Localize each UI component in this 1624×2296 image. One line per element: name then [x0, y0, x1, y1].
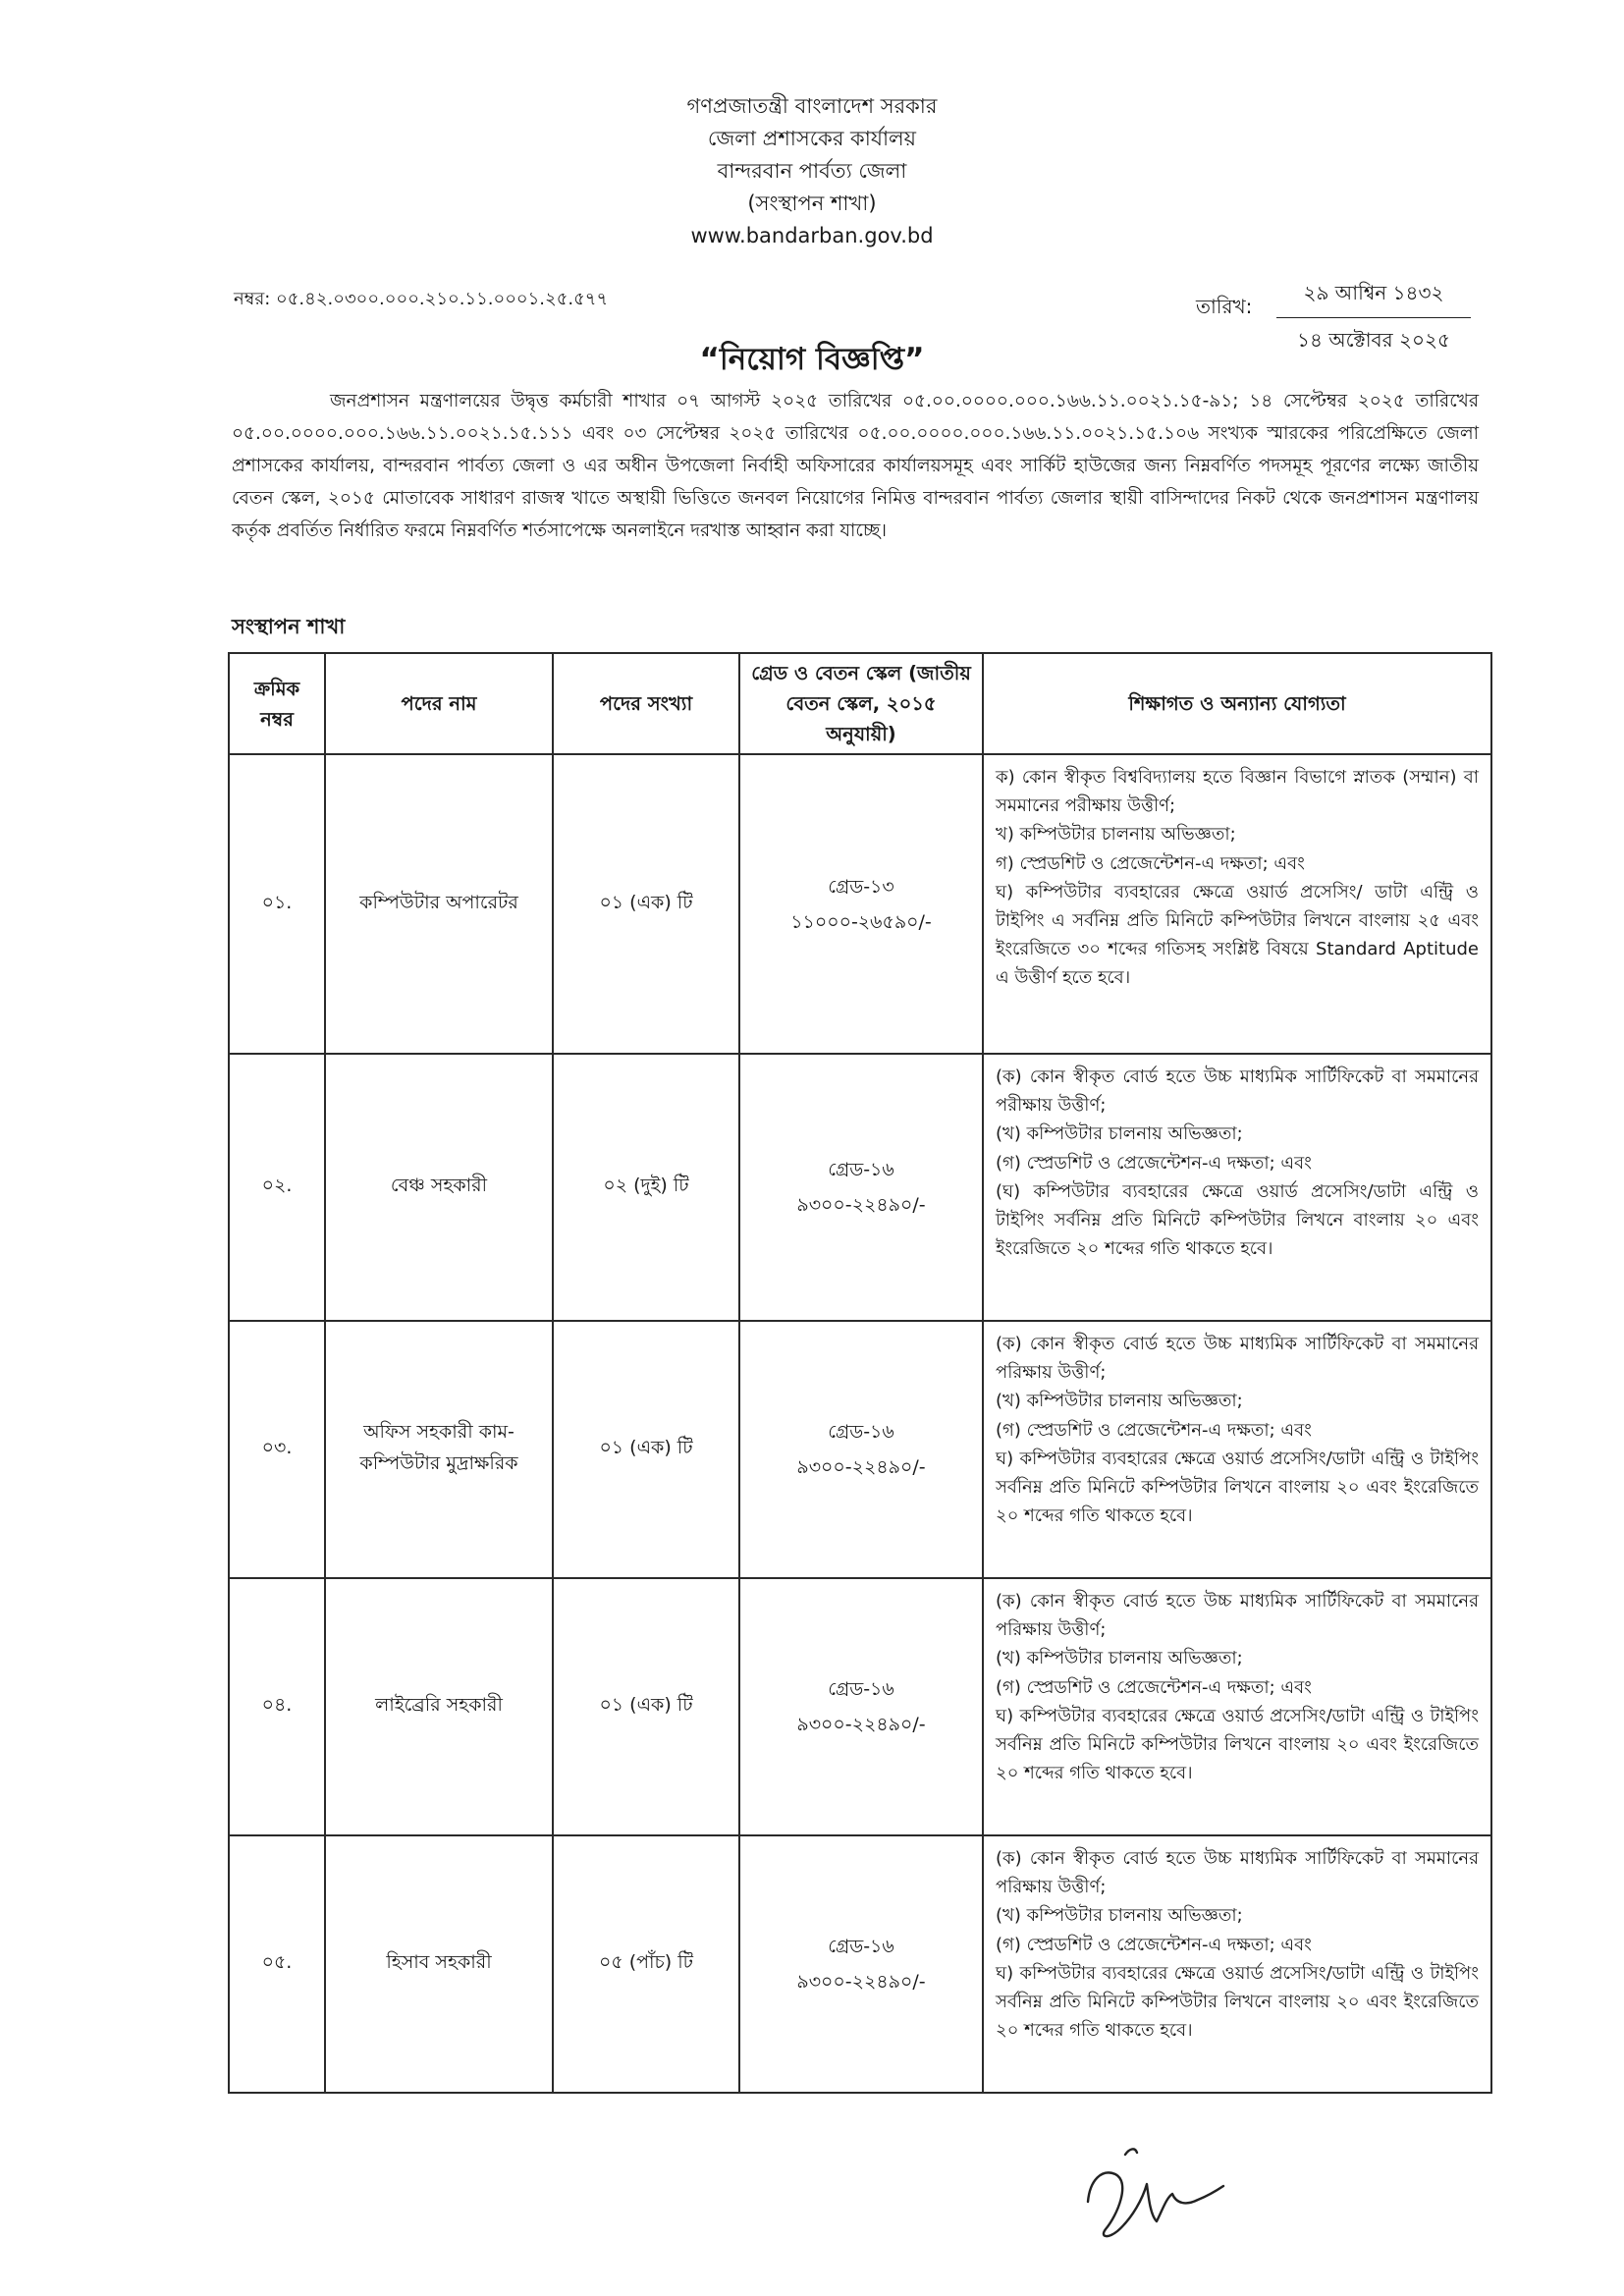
row-post-count: ০১ (এক) টি: [553, 1578, 739, 1835]
date-bangla: ২৯ আশ্বিন ১৪৩২: [1276, 279, 1471, 318]
district-name: বান্দরবান পার্বত্য জেলা: [717, 159, 907, 183]
row-serial: ০৪.: [229, 1578, 325, 1835]
row-qualification: [983, 1835, 1491, 2093]
table-row: [229, 1578, 1491, 1835]
pay-scale: ১১০০০-২৬৫৯০/-: [790, 910, 932, 933]
row-post-name: অফিস সহকারী কাম-কম্পিউটার মুদ্রাক্ষরিক: [325, 1321, 553, 1578]
notice-title: “নিয়োগ বিজ্ঞপ্তি”: [699, 342, 925, 377]
memo-number: নম্বর: ০৫.৪২.০৩০০.০০০.২১০.১১.০০০১.২৫.৫৭৭: [234, 289, 609, 309]
posts-table: [228, 652, 1492, 2094]
branch-name: (সংস্থাপন শাখা): [747, 191, 877, 215]
qualification-item: (গ) স্প্রেডশিট ও প্রেজেন্টেশন-এ দক্ষতা; এবং: [996, 1934, 1312, 1955]
table-row: [229, 1321, 1491, 1578]
qualification-item: খ) কম্পিউটার চালনায় অভিজ্ঞতা;: [996, 824, 1236, 846]
row-serial: ০২.: [229, 1054, 325, 1321]
header-post-count: পদের সংখ্যা: [553, 653, 739, 754]
pay-scale: ৯৩০০-২২৪৯০/-: [796, 1971, 926, 1993]
row-post-count: ০২ (দুই) টি: [553, 1054, 739, 1321]
intro-paragraph: জনপ্রশাসন মন্ত্রণালয়ের উদ্বৃত্ত কর্মচারী শাখার ০৭ আগস্ট ২০২৫ তারিখের ০৫.০০.০০০০.০০০.১৬৬.১১.০০২১.১৫-৯১; ১৪ সেপ্টেম্বর ২০২৫ তারিখের ০৫.০০.০০০০.০০০.১৬৬.১১.০০২১.১৫.১১১ এবং ০৩ সেপ্টেম্বর ২০২৫ তারিখের ০৫.০০.০০০০.০০০.১৬৬.১১.০০২১.১৫.১০৬ সংখ্যক স্মারকের পরিপ্রেক্ষিতে জেলা প্রশাসকের কার্যালয়, বান্দরবান পার্বত্য জেলা ও এর অধীন উপজেলা নির্বাহী অফিসারের কার্যালয়সমূহ এবং সার্কিট হাউজের জন্য নিম্নবর্ণিত পদসমূহ পূরণের লক্ষ্যে জাতীয় বেতন স্কেল, ২০১৫ মোতাবেক সাধারণ রাজস্ব খাতে অস্থায়ী ভিত্তিতে জনবল নিয়োগের নিমিত্ত বান্দরবান পার্বত্য জেলার স্থায়ী বাসিন্দাদের নিকট থেকে জনপ্রশাসন মন্ত্রণালয় কর্তৃক প্রবর্তিত নির্ধারিত ফরমে নিম্নবর্ণিত শর্তসাপেক্ষে অনলাইনে দরখাস্ত আহ্বান করা যাচ্ছে।: [232, 391, 1479, 541]
row-qualification: [983, 1321, 1491, 1578]
date-label: তারিখ:: [1196, 295, 1253, 318]
qualification-item: (খ) কম্পিউটার চালনায় অভিজ্ঞতা;: [996, 1391, 1243, 1412]
row-grade: [739, 1054, 983, 1321]
qualification-item: ঘ) কম্পিউটার ব্যবহারের ক্ষেত্রে ওয়ার্ড প্রসেসিং/ ডাটা এন্ট্রি ও টাইপিং এ সর্বনিম্ন প্রতি মিনিটে কম্পিউটার লিখনে বাংলায় ২৫ এবং ইংরেজিতে ৩০ শব্দের গতিসহ সংশ্লিষ্ট বিষয়ে Standard Aptitude এ উত্তীর্ণ হতে হবে।: [996, 881, 1479, 989]
row-serial: ০৫.: [229, 1835, 325, 2093]
table-row: [229, 754, 1491, 1054]
row-grade: [739, 1321, 983, 1578]
row-post-name: বেঞ্চ সহকারী: [325, 1054, 553, 1321]
govt-name: গণপ্রজাতন্ত্রী বাংলাদেশ সরকার: [686, 94, 938, 118]
office-name: জেলা প্রশাসকের কার্যালয়: [707, 127, 917, 150]
header-grade: গ্রেড ও বেতন স্কেল (জাতীয় বেতন স্কেল, ২০১৫ অনুযায়ী): [739, 653, 983, 754]
pay-scale: ৯৩০০-২২৪৯০/-: [796, 1456, 926, 1478]
grade-label: গ্রেড-১৩: [828, 875, 894, 898]
qualification-item: (ঘ) কম্পিউটার ব্যবহারের ক্ষেত্রে ওয়ার্ড প্রসেসিং/ডাটা এন্ট্রি ও টাইপিং সর্বনিম্ন প্রতি মিনিটে কম্পিউটার লিখনে বাংলায় ২০ এবং ইংরেজিতে ২০ শব্দের গতি থাকতে হবে।: [996, 1180, 1479, 1260]
row-post-count: ০১ (এক) টি: [553, 754, 739, 1054]
row-grade: [739, 1835, 983, 2093]
qualification-item: গ) স্প্রেডশিট ও প্রেজেন্টেশন-এ দক্ষতা; এবং: [996, 852, 1305, 874]
grade-label: গ্রেড-১৬: [828, 1159, 894, 1180]
qualification-item: (খ) কম্পিউটার চালনায় অভিজ্ঞতা;: [996, 1905, 1243, 1927]
letterhead: [0, 90, 1624, 252]
header-serial: ক্রমিক নম্বর: [229, 653, 325, 754]
signature-icon: [1078, 2141, 1265, 2249]
row-post-name: লাইব্রেরি সহকারী: [325, 1578, 553, 1835]
row-serial: ০১.: [229, 754, 325, 1054]
qualification-item: (ক) কোন স্বীকৃত বোর্ড হতে উচ্চ মাধ্যমিক সার্টিফিকেট বা সমমানের পরিক্ষায় উত্তীর্ণ;: [996, 1334, 1479, 1384]
qualification-item: (খ) কম্পিউটার চালনায় অভিজ্ঞতা;: [996, 1123, 1243, 1145]
row-grade: [739, 754, 983, 1054]
row-qualification: [983, 754, 1491, 1054]
pay-scale: ৯৩০০-২২৪৯০/-: [796, 1714, 926, 1735]
row-serial: ০৩.: [229, 1321, 325, 1578]
qualification-item: (খ) কম্পিউটার চালনায় অভিজ্ঞতা;: [996, 1648, 1243, 1669]
qualification-item: ঘ) কম্পিউটার ব্যবহারের ক্ষেত্রে ওয়ার্ড প্রসেসিং/ডাটা এন্ট্রি ও টাইপিং সর্বনিম্ন প্রতি মিনিটে কম্পিউটার লিখনে বাংলায় ২০ এবং ইংরেজিতে ২০ শব্দের গতি থাকতে হবে।: [996, 1448, 1479, 1527]
qualification-item: (গ) স্প্রেডশিট ও প্রেজেন্টেশন-এ দক্ষতা; এবং: [996, 1676, 1312, 1698]
qualification-item: (ক) কোন স্বীকৃত বোর্ড হতে উচ্চ মাধ্যমিক সার্টিফিকেট বা সমমানের পরীক্ষায় উত্তীর্ণ;: [996, 1066, 1479, 1117]
grade-label: গ্রেড-১৬: [828, 1421, 894, 1443]
row-post-count: ০৫ (পাঁচ) টি: [553, 1835, 739, 2093]
qualification-item: ঘ) কম্পিউটার ব্যবহারের ক্ষেত্রে ওয়ার্ড প্রসেসিং/ডাটা এন্ট্রি ও টাইপিং সর্বনিম্ন প্রতি মিনিটে কম্পিউটার লিখনে বাংলায় ২০ এবং ইংরেজিতে ২০ শব্দের গতি থাকতে হবে।: [996, 1705, 1479, 1784]
row-qualification: [983, 1054, 1491, 1321]
table-header-row: [229, 653, 1491, 754]
qualification-item: ক) কোন স্বীকৃত বিশ্ববিদ্যালয় হতে বিজ্ঞান বিভাগে স্নাতক (সম্মান) বা সমমানের পরীক্ষায় উত্তীর্ণ;: [996, 767, 1479, 817]
qualification-item: (ক) কোন স্বীকৃত বোর্ড হতে উচ্চ মাধ্যমিক সার্টিফিকেট বা সমমানের পরিক্ষায় উত্তীর্ণ;: [996, 1591, 1479, 1641]
qualification-item: (গ) স্প্রেডশিট ও প্রেজেন্টেশন-এ দক্ষতা; এবং: [996, 1419, 1312, 1441]
row-grade: [739, 1578, 983, 1835]
pay-scale: ৯৩০০-২২৪৯০/-: [796, 1194, 926, 1216]
qualification-item: (ক) কোন স্বীকৃত বোর্ড হতে উচ্চ মাধ্যমিক সার্টিফিকেট বা সমমানের পরিক্ষায় উত্তীর্ণ;: [996, 1848, 1479, 1898]
row-qualification: [983, 1578, 1491, 1835]
website-link[interactable]: www.bandarban.gov.bd: [690, 224, 934, 247]
date-english: ১৪ অক্টোবর ২০২৫: [1296, 328, 1451, 352]
qualification-item: ঘ) কম্পিউটার ব্যবহারের ক্ষেত্রে ওয়ার্ড প্রসেসিং/ডাটা এন্ট্রি ও টাইপিং সর্বনিম্ন প্রতি মিনিটে কম্পিউটার লিখনে বাংলায় ২০ এবং ইংরেজিতে ২০ শব্দের গতি থাকতে হবে।: [996, 1962, 1479, 2042]
row-post-count: ০১ (এক) টি: [553, 1321, 739, 1578]
table-row: [229, 1054, 1491, 1321]
row-post-name: কম্পিউটার অপারেটর: [325, 754, 553, 1054]
table-row: [229, 1835, 1491, 2093]
header-qualification: শিক্ষাগত ও অন্যান্য যোগ্যতা: [983, 653, 1491, 754]
qualification-item: (গ) স্প্রেডশিট ও প্রেজেন্টেশন-এ দক্ষতা; এবং: [996, 1152, 1312, 1174]
header-post-name: পদের নাম: [325, 653, 553, 754]
section-title: সংস্থাপন শাখা: [232, 615, 346, 638]
grade-label: গ্রেড-১৬: [828, 1936, 894, 1957]
row-post-name: হিসাব সহকারী: [325, 1835, 553, 2093]
grade-label: গ্রেড-১৬: [828, 1678, 894, 1700]
